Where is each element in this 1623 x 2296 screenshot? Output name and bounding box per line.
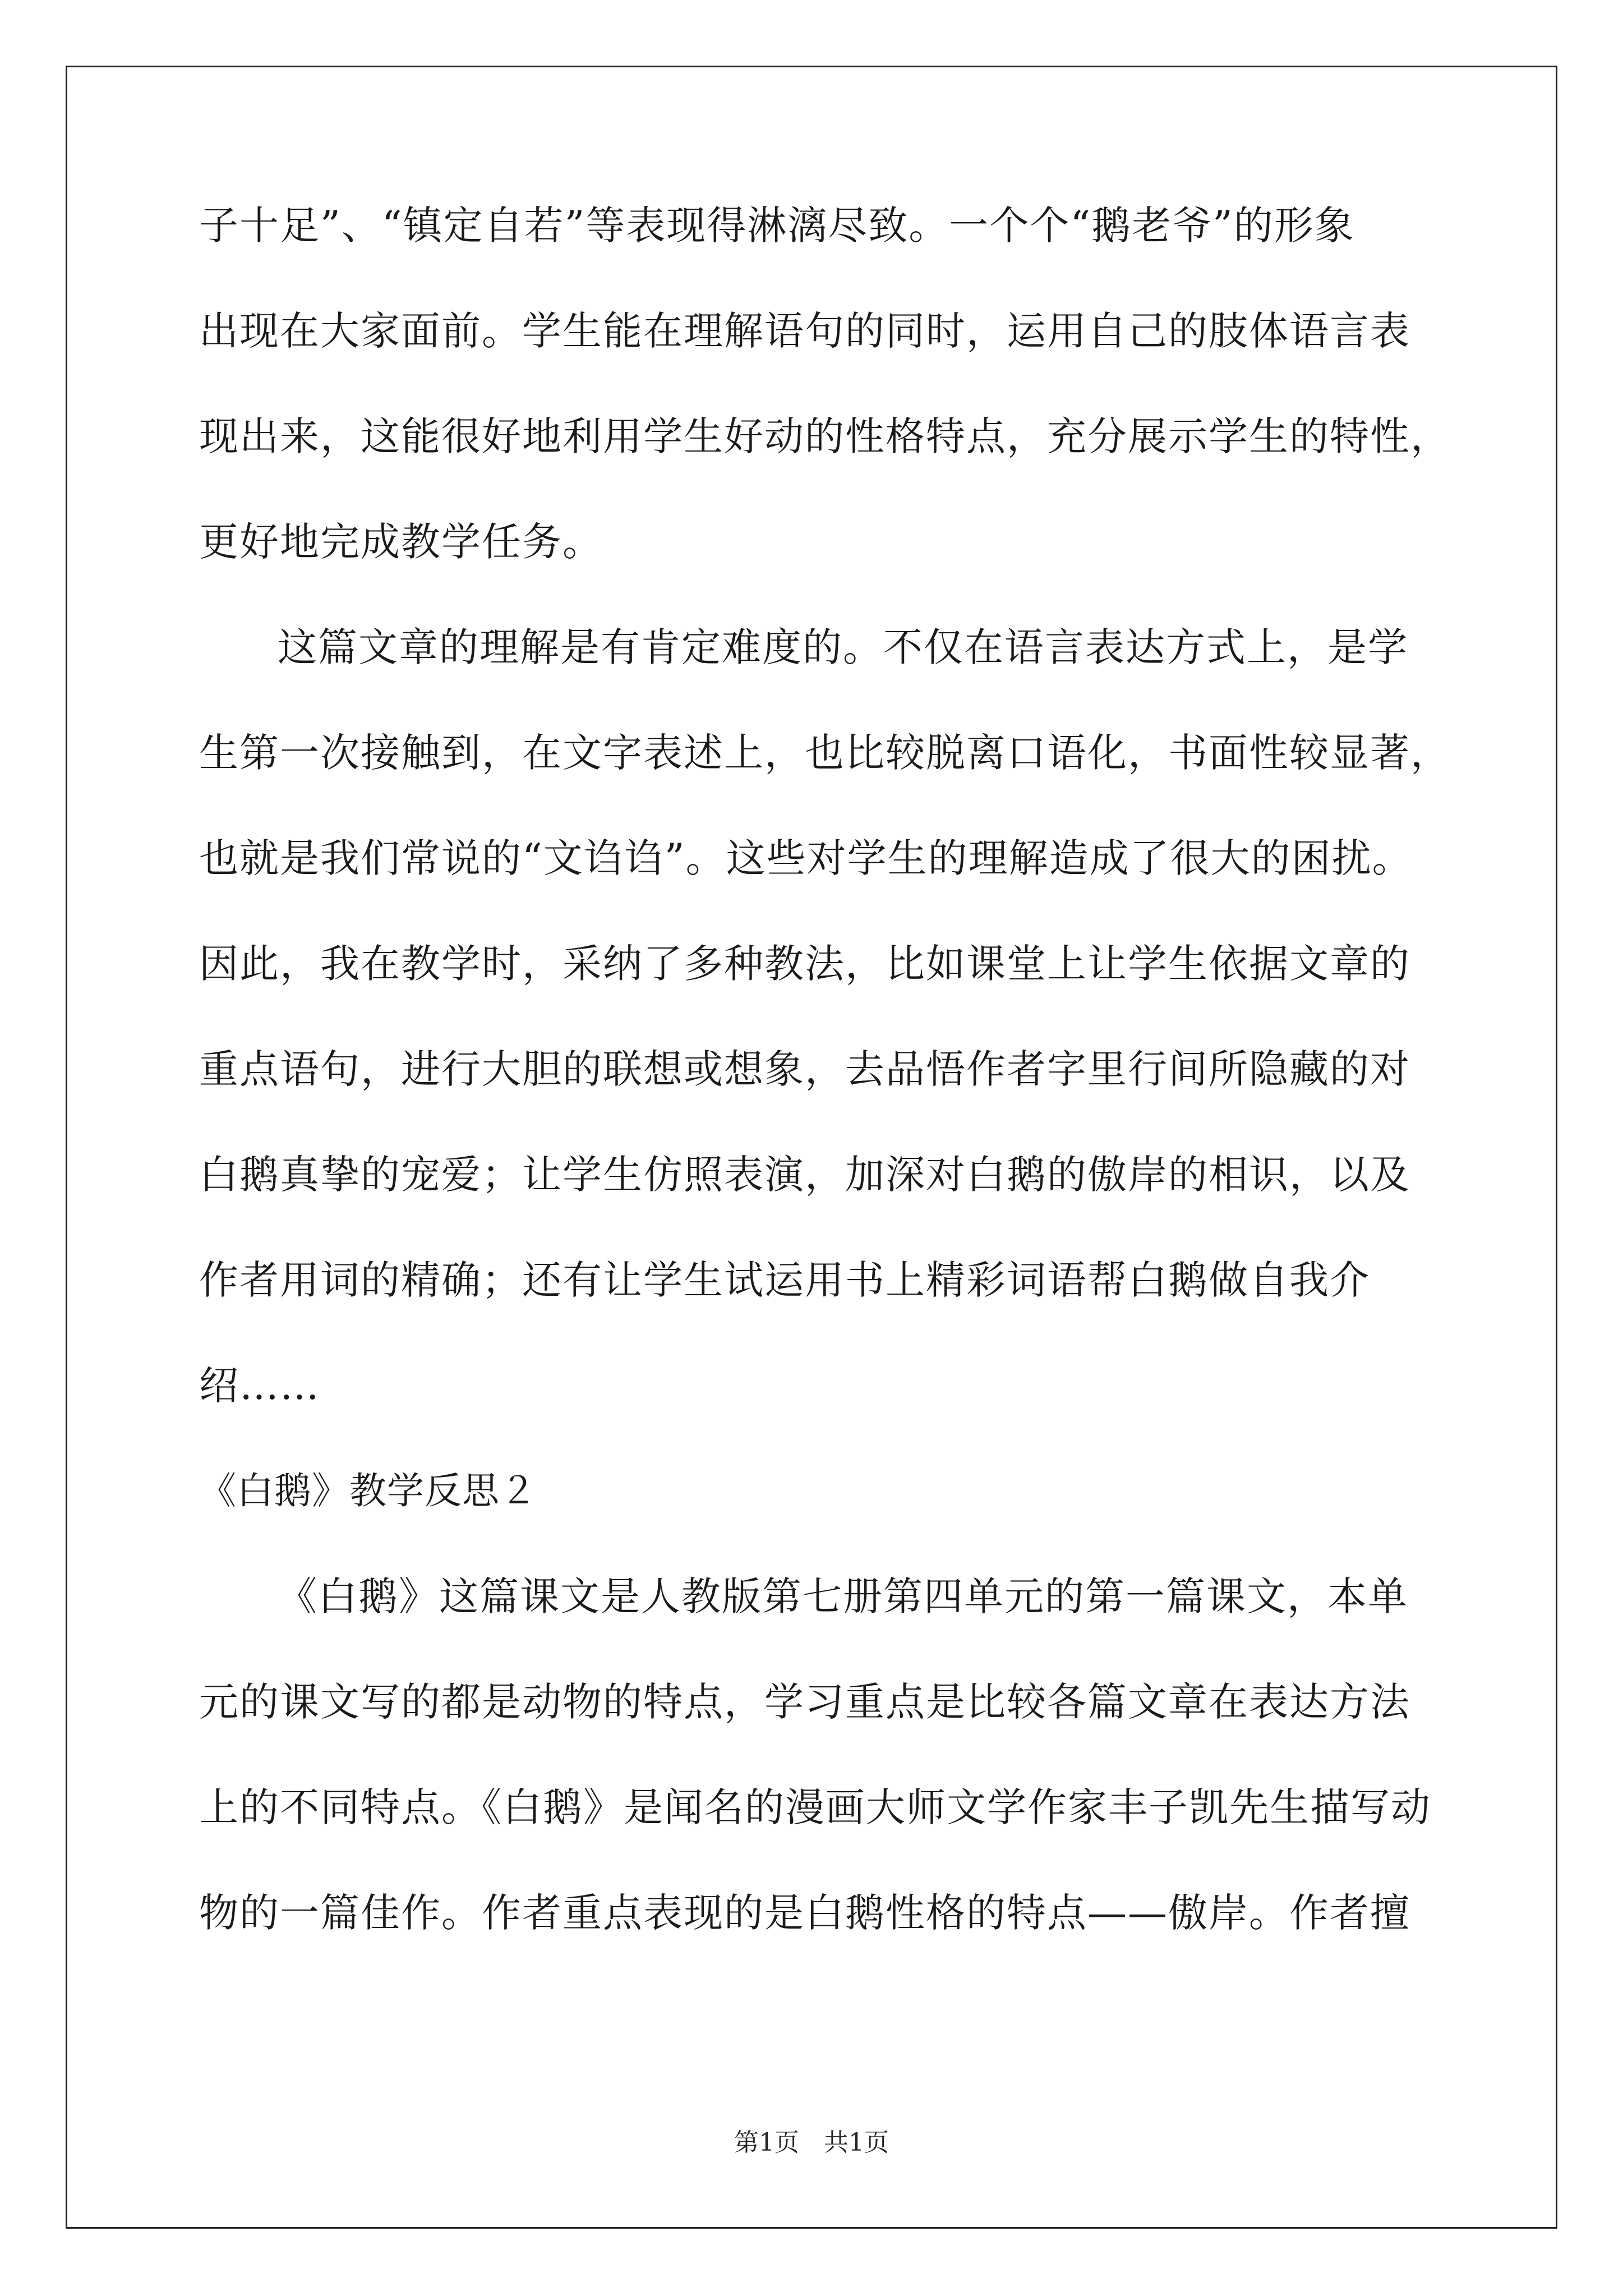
page-number-current: 第1页 <box>734 2128 799 2157</box>
text-line: 生第一次接触到，在文字表述上，也比较脱离口语化，书面性较显著， <box>199 730 1451 776</box>
text-line: 《白鹅》这篇课文是人教版第七册第四单元的第一篇课文，本单 <box>278 1573 1408 1619</box>
text-line: 现出来，这能很好地利用学生好动的性格特点，充分展示学生的特性， <box>199 413 1451 459</box>
text-line: 作者用词的精确；还有让学生试运用书上精彩词语帮白鹅做自我介 <box>199 1257 1370 1303</box>
section-heading: 《白鹅》教学反思２ <box>199 1469 537 1512</box>
text-line: 出现在大家面前。学生能在理解语句的同时，运用自己的肢体语言表 <box>199 308 1410 354</box>
text-line: 因此，我在教学时，采纳了多种教法，比如课堂上让学生依据文章的 <box>199 941 1410 987</box>
text-line: 更好地完成教学任务。 <box>199 519 603 565</box>
text-line: 物的一篇佳作。作者重点表现的是白鹅性格的特点——傲岸。作者擅 <box>199 1890 1410 1936</box>
page-footer <box>0 2126 1623 2160</box>
text-line: 子十足”、“镇定自若”等表现得淋漓尽致。一个个“鹅老爷”的形象 <box>199 203 1355 249</box>
text-line: 元的课文写的都是动物的特点，学习重点是比较各篇文章在表达方法 <box>199 1679 1410 1725</box>
text-line: 重点语句，进行大胆的联想或想象，去品悟作者字里行间所隐藏的对 <box>199 1046 1410 1092</box>
text-line: 也就是我们常说的“文诌诌”。这些对学生的理解造成了很大的困扰。 <box>199 835 1413 881</box>
text-line: 绍…… <box>199 1363 320 1409</box>
text-line: 这篇文章的理解是有肯定难度的。不仅在语言表达方式上，是学 <box>278 624 1408 670</box>
page-number-total: 共1页 <box>824 2128 889 2157</box>
document-body <box>199 199 1451 1992</box>
text-line: 上的不同特点。《白鹅》是闻名的漫画大师文学作家丰子凯先生描写动 <box>199 1784 1431 1830</box>
text-line: 白鹅真挚的宠爱；让学生仿照表演，加深对白鹅的傲岸的相识，以及 <box>199 1152 1410 1198</box>
